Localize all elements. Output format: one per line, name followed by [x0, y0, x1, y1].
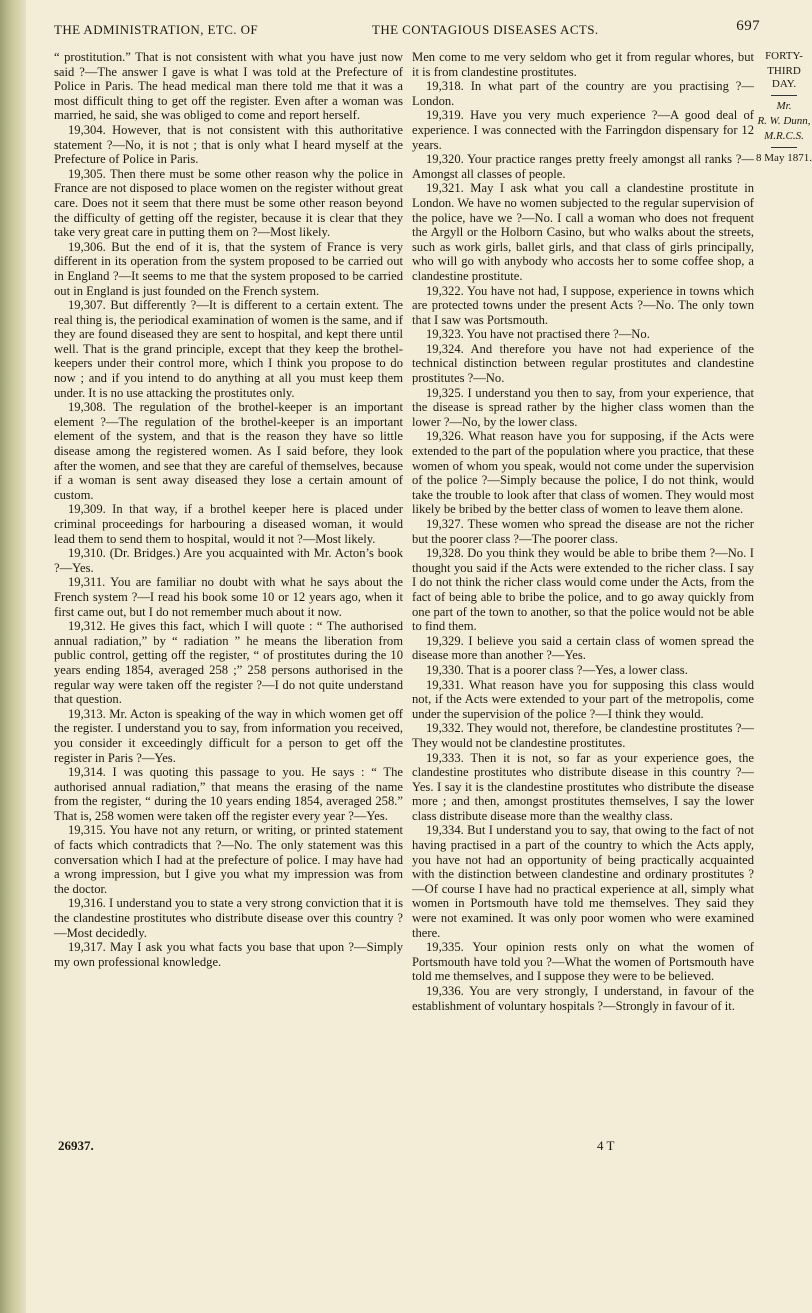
paragraph: 19,333. Then it is not, so far as your experience goes, the clandestine prostitutes who distribute disease in this country ?—Yes. I say it is the clandestine prostitutes who distribute the disease more ; and then, amongst prostitutes themselves, I say the lower class distribute disease more than the wealthy class. — [412, 750, 754, 823]
paragraph: Men come to me very seldom who get it from regular whores, but it is from clandestine prostitutes. — [412, 50, 754, 79]
page-number: 697 — [736, 18, 760, 34]
margin-day-line2: THIRD DAY. — [767, 65, 801, 90]
paragraph: 19,329. I believe you said a certain class of women spread the disease more than another ?—Yes. — [412, 633, 754, 663]
paragraph: 19,325. I understand you then to say, from your experience, that the disease is spread rather by the higher class women than the lower ?—No, by the lower class. — [412, 385, 754, 429]
paragraph: 19,304. However, that is not consistent with this authoritative statement ?—No, it is not ; that is only what I heard myself at the Prefecture of Police in Paris. — [54, 122, 403, 167]
paragraph: 19,322. You have not had, I suppose, experience in towns which are protected towns under the present Acts ?—No. The only town that I saw was Portsmouth. — [412, 283, 754, 327]
paragraph: 19,311. You are familiar no doubt with what he says about the French system ?—I read his book some 10 or 12 years ago, when it first came out, but I do not remember much about it now. — [54, 575, 403, 619]
paragraph: 19,321. May I ask what you call a clandestine prostitute in London. We have no women subjected to the regular supervision of the police, have we ?—No. I call a woman who does not frequent the Argyll or the Holborn Casino, but who walks about the streets, such as work girls, ballet girls, and that class of girls principally, who will go with anybody who accosts her to some coffee shop, a clandestine prostitute. — [412, 181, 754, 283]
paragraph: 19,336. You are very strongly, I understand, in favour of the establishment of voluntary hospitals ?—Strongly in favour of it. — [412, 984, 754, 1013]
margin-witness-qualification: M.R.C.S. — [764, 130, 804, 142]
paragraph: 19,318. In what part of the country are you practising ?—London. — [412, 79, 754, 108]
margin-notes — [756, 50, 812, 167]
right-column — [412, 50, 754, 1013]
margin-rule — [771, 147, 797, 148]
paragraph: 19,335. Your opinion rests only on what the women of Portsmouth have told you ?—What the women of Portsmouth have told me themselves, and I suppose they were to be believed. — [412, 940, 754, 984]
paragraph: 19,312. He gives this fact, which I will quote : “ The authorised annual radiation,” by “ radiation ” he means the liberation from public control, getting off the register, “ of prostitutes during the 10 years ending 1854, averaged 258 ;” 258 persons authorised in the regular way were taken off the register ?—I do not quite understand that question. — [54, 619, 403, 707]
paragraph: 19,314. I was quoting this passage to you. He says : “ The authorised annual radiation,” that means the erasing of the name from the register, “ during the 10 years ending 1854, averaged 258.” That is, 258 women were taken off the register every year ?—Yes. — [54, 765, 403, 823]
paragraph: 19,320. Your practice ranges pretty freely amongst all ranks ?—Amongst all classes of people. — [412, 152, 754, 181]
paragraph: 19,317. May I ask you what facts you base that upon ?—Simply my own professional knowledge. — [54, 940, 403, 969]
paragraph: 19,316. I understand you to state a very strong conviction that it is the clandestine prostitutes who distribute disease over this country ?—Most decidedly. — [54, 896, 403, 940]
paragraph: 19,313. Mr. Acton is speaking of the way in which women get off the register. I understand you to say, from information you received, you consider it exceedingly difficult for a person to get off the register in Paris ?—Yes. — [54, 706, 403, 765]
paragraph: 19,305. Then there must be some other reason why the police in France are not disposed to place women on the register without great care. Does not it seem that there must be some other reason beyond the difficulty of getting off the register, because it is clear that they take very great care in putting them on ?—Most likely. — [54, 166, 403, 240]
margin-day-line1: FORTY- — [765, 50, 803, 62]
page-edge-shadow — [0, 0, 26, 1313]
paragraph: 19,306. But the end of it is, that the system of France is very different in its operation from the system proposed to be carried out in England ?—It seems to me that the system proposed to be carried out in England is just founded on the French system. — [54, 239, 403, 298]
margin-witness-name: R. W. Dunn, — [757, 115, 811, 127]
paragraph: 19,327. These women who spread the disease are not the richer but the poorer class ?—The poorer class. — [412, 517, 754, 546]
paragraph: 19,331. What reason have you for supposing this class would not, if the Acts were extended to your part of the metropolis, come under the supervision of the police ?—I think they would. — [412, 677, 754, 721]
paragraph: 19,334. But I understand you to say, that owing to the fact of not having practised in a part of the country to which the Acts apply, you have not had an opportunity of being practically acquainted with the distinction between clandestine and ordinary prostitutes ?—Of course I have had no practical experience at all, simply what women in Portsmouth have told me themselves. They said they were not examined. It was only poor women who were examined there. — [412, 823, 754, 940]
paragraph: 19,310. (Dr. Bridges.) Are you acquainted with Mr. Acton’s book ?—Yes. — [54, 546, 403, 575]
paragraph: 19,324. And therefore you have not had experience of the technical distinction between regular prostitutes and clandestine prostitutes ?—No. — [412, 341, 754, 386]
paragraph: 19,323. You have not practised there ?—No. — [426, 327, 650, 342]
margin-rule — [771, 95, 797, 96]
paragraph: 19,319. Have you very much experience ?—A good deal of experience. I was connected with the Farringdon dispensary for 12 years. — [412, 108, 754, 152]
paragraph: “ prostitution.” That is not consistent with what you have just now said ?—The answer I gave is what I was told at the Prefecture of Police in Paris. The head medical man there told me that it was a most difficult thing to get off the register. Even after a woman was married, he said, she was obliged to come and report herself. — [54, 50, 403, 123]
header-left-title: THE ADMINISTRATION, ETC. OF — [54, 22, 258, 37]
paragraph: 19,308. The regulation of the brothel-keeper is an important element ?—The regulation of the brothel-keeper is an important element of the system, and that is the reason they have so little disease among the registered women. As I said before, they look after the women, and see that they are careful of themselves, because if a woman is sent away diseased they lose a certain amount of custom. — [54, 400, 403, 502]
footer-sheet-mark: 4 T — [597, 1138, 615, 1153]
margin-witness-title: Mr. — [776, 100, 792, 112]
paragraph: 19,330. That is a poorer class ?—Yes, a lower class. — [426, 662, 688, 677]
header-right-title: THE CONTAGIOUS DISEASES ACTS. — [372, 22, 599, 37]
paragraph: 19,307. But differently ?—It is different to a certain extent. The real thing is, the periodical examination of women is the same, and if they are found diseased they are sent to hospital, and kept there until well. That is the grand principle, except that they keep the brothel-keepers under their control more, which I think you propose to do now ; and if you intend to do anything at all you must keep them under. It is no use attacking the prostitutes only. — [54, 298, 403, 400]
left-column — [54, 50, 403, 969]
margin-date: 8 May 1871. — [756, 152, 812, 164]
paragraph: 19,332. They would not, therefore, be clandestine prostitutes ?—They would not be clandestine prostitutes. — [412, 721, 754, 750]
paragraph: 19,309. In that way, if a brothel keeper here is placed under criminal proceedings for harbouring a diseased woman, it would lead them to send them to hospital, would it not ?—Most likely. — [54, 502, 403, 546]
paragraph: 19,315. You have not any return, or writing, or printed statement of facts which contradicts that ?—No. The only statement was this conversation which I had at the prefecture of police. I may have had a wrong impression, but I give you what my impression was from the doctor. — [54, 823, 403, 896]
paragraph: 19,326. What reason have you for supposing, if the Acts were extended to the part of the population where you practice, that these women of whom you speak, would not come under the supervision of the police ?—Simply because the police, I do not think, would take the trouble to look after that class of women. They would most likely be bribed by the better class of women to leave them alone. — [412, 429, 755, 517]
footer-signature-mark: 26937. — [58, 1138, 94, 1153]
paragraph: 19,328. Do you think they would be able to bribe them ?—No. I thought you said if the Acts were extended to the richer class. I say I do not think the richer class would come under the Acts, from the fact of being able to bribe the police, and to go away quickly from one part of the town to another, so that the police would not be able to find them. — [412, 546, 754, 634]
